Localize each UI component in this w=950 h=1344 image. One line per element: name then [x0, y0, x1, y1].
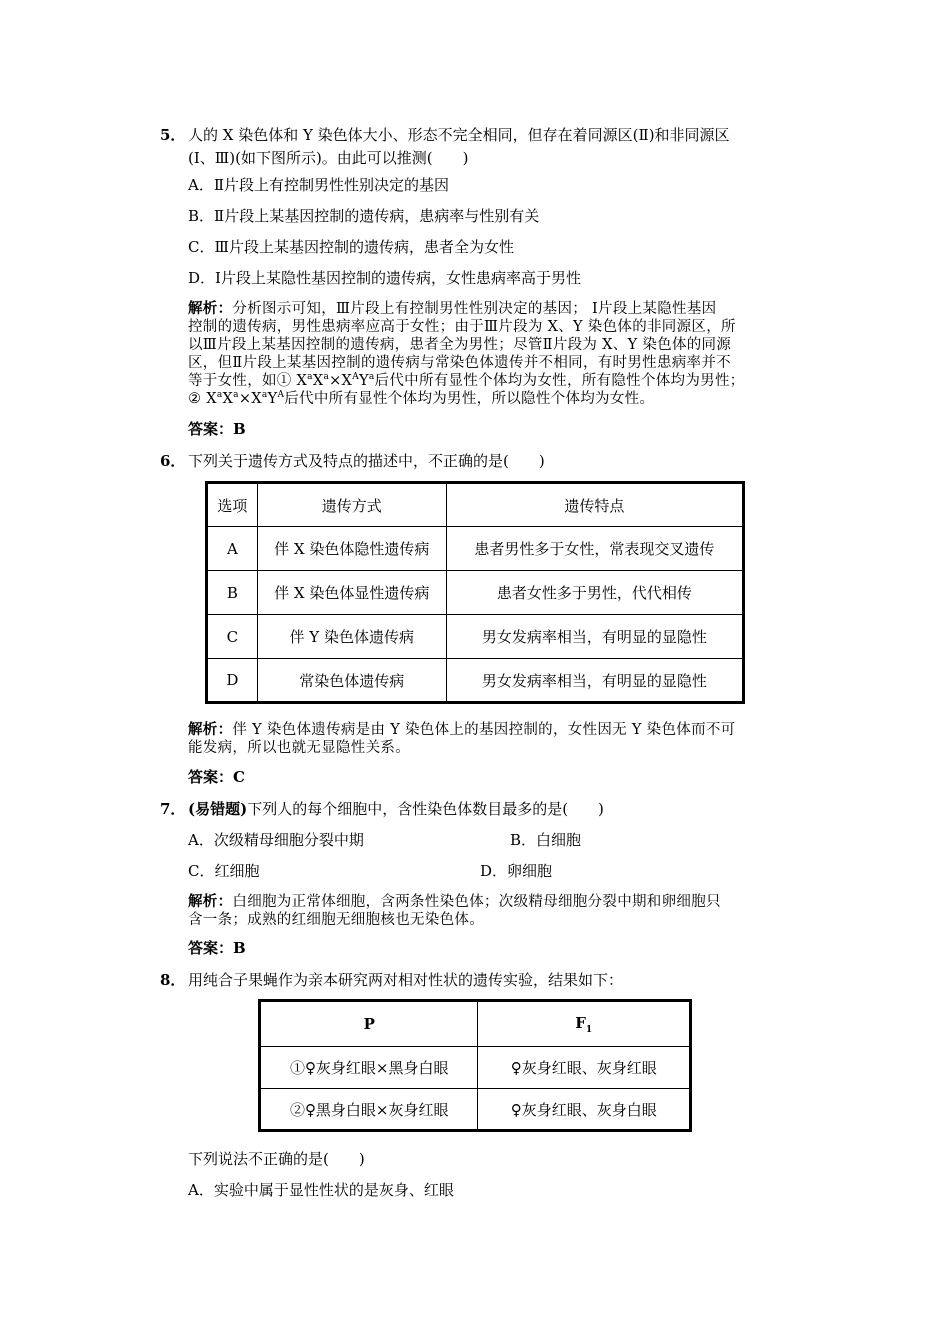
q5-analysis-line2: 控制的遗传病，男性患病率应高于女性；由于Ⅲ片段为 X、Y 染色体的非同源区，所: [188, 319, 736, 335]
table-cell: 伴 Y 染色体遗传病: [257, 615, 446, 659]
table-header-cell: 遗传方式: [257, 483, 446, 527]
q5-option-b: B．Ⅱ片段上某基因控制的遗传病，患病率与性别有关: [188, 207, 540, 225]
table-cell: ♀灰身红眼、灰身红眼: [478, 1047, 691, 1089]
analysis-text: 伴 Y 染色体遗传病是由 Y 染色体上的基因控制的，女性因无 Y 染色体而不可: [232, 722, 736, 738]
q8-option-a: A．实验中属于显性性状的是灰身、红眼: [188, 1181, 454, 1199]
table-cell: ①♀灰身红眼×黑身白眼: [260, 1047, 478, 1089]
superscript: a: [216, 390, 223, 401]
analysis-text: ×X: [329, 373, 353, 389]
q7-stem: [188, 798, 604, 819]
table-cell: ♀灰身红眼、灰身白眼: [478, 1089, 691, 1131]
superscript: a: [307, 372, 313, 383]
q6-number: 6．: [160, 452, 186, 470]
table-row: [260, 1089, 691, 1131]
q7-option-c: C．红细胞: [188, 862, 260, 880]
q8-sub-stem: 下列说法不正确的是( ): [188, 1150, 365, 1168]
table-cell: 男女发病率相当，有明显的显隐性: [446, 659, 743, 703]
analysis-text: ② X: [188, 391, 217, 407]
table-header-cell: 遗传特点: [446, 483, 743, 527]
analysis-text: 等于女性，如① X: [188, 373, 308, 389]
superscript: a: [261, 390, 268, 401]
table-cell: 患者男性多于女性，常表现交叉遗传: [446, 527, 743, 571]
table-cell: 男女发病率相当，有明显的显隐性: [446, 615, 743, 659]
q5-analysis-line3: 以Ⅲ片段上某基因控制的遗传病，患者全为男性；尽管Ⅱ片段为 X、Y 染色体的同源: [188, 337, 732, 353]
q7-option-a: A．次级精母细胞分裂中期: [188, 831, 364, 849]
table-row: [207, 527, 744, 571]
table-cell: 伴 X 染色体隐性遗传病: [257, 527, 446, 571]
header-f-subscript: 1: [585, 1024, 593, 1035]
answer-label: 答案：: [188, 768, 234, 786]
table-cell: A: [207, 527, 258, 571]
analysis-label: 解析：: [188, 893, 233, 910]
analysis-text: ×X: [238, 391, 262, 407]
table-cell: 常染色体遗传病: [257, 659, 446, 703]
q5-analysis-line4: 区，但Ⅱ片段上某基因控制的遗传病与常染色体遗传并不相同，有时男性患病率并不: [188, 355, 731, 371]
analysis-text: Y: [267, 391, 278, 407]
answer-label: 答案：: [188, 939, 234, 957]
table-cell: D: [207, 659, 258, 703]
answer-value: C: [233, 768, 245, 786]
superscript: a: [233, 390, 239, 401]
table-row: [260, 1047, 691, 1089]
q5-option-d: D．Ⅰ片段上某隐性基因控制的遗传病，女性患病率高于男性: [188, 269, 581, 287]
answer-value: B: [233, 420, 246, 438]
superscript: A: [277, 390, 285, 401]
q7-stem-text: 下列人的每个细胞中，含性染色体数目最多的是( ): [247, 800, 604, 818]
table-header-row: [207, 483, 744, 527]
table-cell: 伴 X 染色体显性遗传病: [257, 571, 446, 615]
q6-analysis-line2: 能发病，所以也就无显隐性关系。: [188, 740, 410, 756]
analysis-text: 后代中所有显性个体均为女性，所有隐性个体均为男性；: [374, 373, 745, 389]
header-f-text: F: [575, 1013, 586, 1032]
q7-answer: [188, 937, 246, 958]
table-header-cell: P: [260, 1001, 478, 1047]
analysis-label: 解析：: [188, 300, 233, 317]
q7-number: 7．: [160, 800, 186, 818]
analysis-text: 白细胞为正常体细胞，含两条性染色体；次级精母细胞分裂中期和卵细胞只: [232, 894, 721, 910]
q5-number: 5．: [160, 126, 186, 144]
q7-tag: (易错题): [188, 800, 248, 818]
q7-option-b: B．白细胞: [510, 831, 582, 849]
table-header-row: [260, 1001, 691, 1047]
answer-label: 答案：: [188, 420, 234, 438]
analysis-text: 后代中所有显性个体均为男性，所以隐性个体均为女性。: [284, 391, 655, 407]
q5-answer: [188, 418, 246, 439]
q5-stem-line1: 人的 X 染色体和 Y 染色体大小、形态不完全相同，但存在着同源区(Ⅱ)和非同源区: [188, 126, 730, 144]
superscript: a: [368, 372, 375, 383]
q6-table: [205, 481, 745, 704]
analysis-text: Y: [359, 373, 369, 389]
q5-option-c: C．Ⅲ片段上某基因控制的遗传病，患者全为女性: [188, 238, 514, 256]
table-cell: B: [207, 571, 258, 615]
table-header-cell: 选项: [207, 483, 258, 527]
q8-stem: 用纯合子果蝇作为亲本研究两对相对性状的遗传实验，结果如下：: [188, 971, 624, 989]
q6-stem: 下列关于遗传方式及特点的描述中，不正确的是( ): [188, 452, 545, 470]
q5-analysis-line6: [188, 387, 654, 408]
table-header-cell: [478, 1001, 691, 1047]
superscript: a: [323, 372, 330, 383]
analysis-text: 分析图示可知，Ⅲ片段上有控制男性性别决定的基因； Ⅰ片段上某隐性基因: [232, 301, 717, 317]
table-row: [207, 615, 744, 659]
q7-option-d: D．卵细胞: [480, 862, 553, 880]
table-cell: 患者女性多于男性，代代相传: [446, 571, 743, 615]
analysis-text: X: [312, 373, 324, 389]
q7-analysis-line2: 含一条；成熟的红细胞无细胞核也无染色体。: [188, 912, 484, 928]
analysis-label: 解析：: [188, 721, 233, 738]
table-row: [207, 659, 744, 703]
superscript: A: [352, 372, 359, 383]
analysis-text: X: [222, 391, 234, 407]
q5-option-a: A．Ⅱ片段上有控制男性性别决定的基因: [188, 176, 450, 194]
table-cell: ②♀黑身白眼×灰身红眼: [260, 1089, 478, 1131]
q6-answer: [188, 766, 245, 787]
q8-number: 8．: [160, 971, 186, 989]
q5-stem-line2: (Ⅰ、Ⅲ)(如下图所示)。由此可以推测( ): [188, 149, 469, 167]
table-row: [207, 571, 744, 615]
q8-table: [258, 999, 692, 1132]
answer-value: B: [233, 939, 246, 957]
table-cell: C: [207, 615, 258, 659]
